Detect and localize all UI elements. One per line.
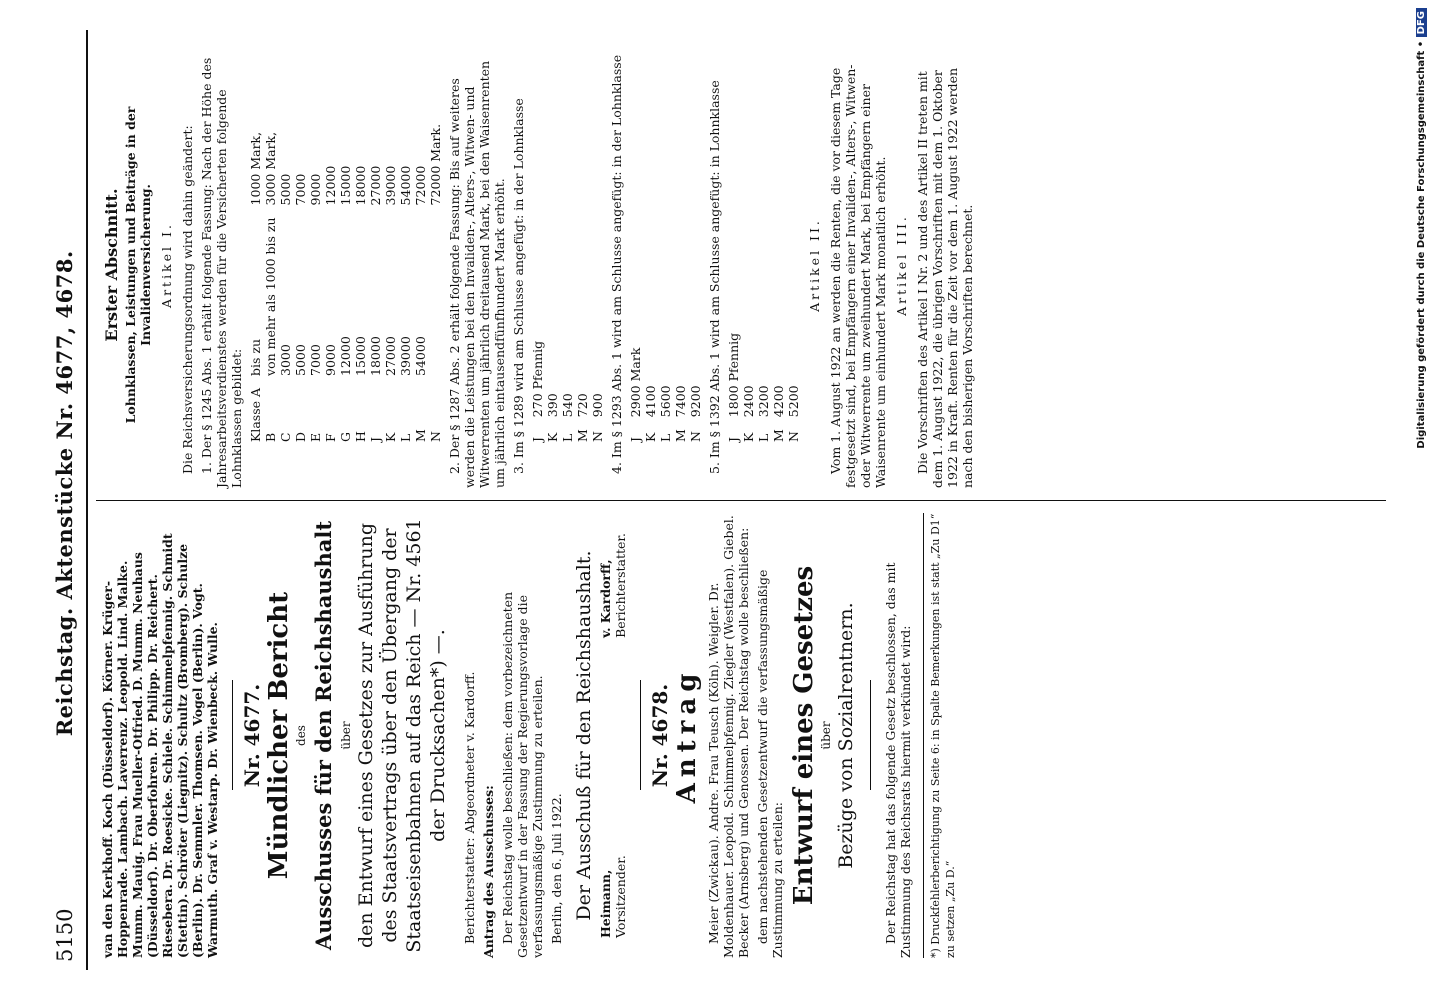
article-1-intro: Die Reichsversicherungsordnung wird dahin geändert: [180,125,195,474]
p3-row [575,335,590,448]
paragraph-1: 1. Der § 1245 Abs. 1 erhält folgende Fassung: Nach der Höhe des Jahresarbeitsverdienstes werden für die Versicherten folgende Lohnklassen gebildet: [199,57,244,488]
p4-cell: L [658,433,673,442]
p4-cell: 7400 [673,385,688,418]
lohnklasse-cell: 27000 [368,165,383,206]
page-number: 5150 [53,908,77,962]
lohnklasse-cell: 5000 [293,344,308,376]
p4-cell: K [643,432,658,442]
signature-reporter: v. Kardorff, [598,559,613,638]
lohnklasse-cell: K [383,432,398,442]
p4-cell: 5600 [658,385,673,418]
antrag-text: Der Reichstag wolle beschließen: dem vorbezeichneten Gesetzentwurf in der Fassung der Regierungsvorlage die verfassungsmäßige Zustimmung zu erteilen. [500,591,545,958]
signature-head: Der Ausschuß für den Reichshaushalt. [573,550,595,921]
entwurf-subject: Bezüge von Sozialrentnern. [835,602,857,869]
p5-cell: N [786,431,801,442]
lohnklasse-cell: 3000 [278,344,293,376]
p3-row [545,335,560,448]
p4-cell: M [673,429,688,442]
p5-cell: 1800 Pfennig [726,332,741,418]
page-title: Reichstag. Aktenstücke Nr. 4677, 4678. [52,250,77,737]
enactment-clause: Der Reichstag hat das folgende Gesetz beschlossen, das mit Zustimmung des Reichsrats hiermit verkündet wird: [883,562,913,958]
paragraph-5: 5. Im § 1392 Abs. 1 wird am Schlusse angefügt: in Lohnklasse [707,80,722,474]
entwurf-title: Entwurf eines Gesetzes [789,565,819,906]
paragraph-3: 3. Im § 1289 wird am Schlusse angefügt: in der Lohnklasse [511,98,526,474]
paragraph-4-table [628,342,703,448]
lohnklasse-cell: 9000 [323,344,338,376]
lohnklasse-cell: M [413,429,428,442]
des-label: des [294,725,308,746]
lohnklasse-row [413,118,428,448]
lohnklasse-row [398,118,413,448]
lohnklasse-cell [428,211,443,382]
p4-row [673,342,688,448]
lohnklasse-cell: G [338,432,353,442]
entwurf-ueber: über [819,721,833,750]
lohnklasse-cell: 12000 [338,336,353,376]
p3-row [530,335,545,448]
p5-row [771,327,786,448]
ueber-label: über [339,721,353,750]
lohnklasse-row [383,118,398,448]
p3-cell: N [590,431,605,442]
lohnklasse-cell: 9000 [308,173,323,206]
p3-cell: M [575,429,590,442]
p4-cell: N [688,431,703,442]
dfg-logo: DFG [1416,8,1427,37]
p4-cell: 4100 [643,385,658,418]
lohnklasse-cell: 3000 Mark, [263,131,278,206]
section-subtitle: Lohnklassen, Leistungen und Beiträge in der Invalidenversicherung. [123,106,153,424]
p5-cell: 2400 [741,385,756,418]
signatures [598,533,628,938]
p3-cell: 720 [575,393,590,418]
lohnklasse-cell: D [293,431,308,442]
lohnklasse-row [323,118,338,448]
article-2-text: Vom 1. August 1922 an werden die Renten, die vor diesem Tage festgesetzt sind, bei Empfängern einer Invaliden-, Alters-, Witwen- oder Witwerrente um zweihundert Mark, bei Empfängern einer Waisenrente um einhundert Mark monatlich erhöht. [828,64,888,488]
p3-cell: 390 [545,393,560,418]
p3-cell: K [545,432,560,442]
lohnklasse-cell: 18000 [353,165,368,206]
p5-cell: K [741,432,756,442]
lohnklasse-row [338,118,353,448]
signature-chair: Heimann, [598,869,613,938]
antrag-title: Antrag [672,667,702,804]
lohnklasse-cell: von mehr als 1000 bis zu [263,217,278,376]
lohnklasse-row [293,118,308,448]
lohnklasse-row [353,118,368,448]
lohnklasse-cell: H [353,431,368,442]
committee-name: Ausschusses für den Reichshaushalt [311,520,336,951]
p4-row [628,342,643,448]
p4-row [688,342,703,448]
lohnklasse-cell: N [428,431,443,442]
paragraph-2: 2. Der § 1287 Abs. 2 erhält folgende Fassung: Bis auf weiteres werden die Leistungen bei den Invaliden-, Alters-, Witwen- und Witwerrenten um jährlich dreitausend Mark, bei den Waisenrenten um jährlich eintausendfünfhundert Mark erhöht. [447,60,507,488]
p5-cell: 5200 [786,385,801,418]
lohnklasse-cell: 54000 [413,336,428,376]
lohnklasse-cell: 39000 [383,165,398,206]
p4-cell: 9200 [688,385,703,418]
lohnklasse-cell: 5000 [278,173,293,206]
p4-row [658,342,673,448]
lohnklasse-cell: 12000 [323,165,338,206]
lohnklasse-row [263,118,278,448]
lohnklasse-row [278,118,293,448]
report-date: Berlin, den 6. Juli 1922. [549,793,564,944]
p3-cell: 540 [560,393,575,418]
report-title: Mündlicher Bericht [264,591,294,880]
p3-row [590,335,605,448]
article-3-heading: Artikel III. [894,214,909,316]
p5-cell: M [771,429,786,442]
lohnklasse-row [428,118,443,448]
lohnklasse-cell: 18000 [368,336,383,376]
article-2-heading: Artikel II. [807,218,822,312]
digitization-sidebar [1416,8,1430,992]
lohnklasse-cell: J [368,436,383,442]
signature-chair-role: Vorsitzender. [613,855,628,938]
page-header [52,30,88,970]
names-intro: van den Kerkhoff. Koch (Düsseldorf). Körner. Krüger-Hoppenrade. Lambach. Laverrenz. Leopold. Lind. Malke. Mumm. Mauig. Frau Mueller-Otfried. D. Mumm. Neuhaus (Düsseldorf). Dr. Oberfohren. Dr. Philipp. Dr. Reichert. Riesebera. Dr. Roesicke. Schiele. Schimmelpfennig. Schmidt (Stettin). Schröter (Liegnitz). Schultz (Bromberg). Schulze (Berlin). Dr. Semmler. Thomsen. Vogel (Berlin). Vogt. Warmuth. Graf v. Westarp. Dr. Wienbeck. Wulle. [100,533,220,958]
p4-row [643,342,658,448]
lohnklasse-cell: 72000 [413,165,428,206]
article-1-heading: Artikel I. [159,222,174,308]
paragraph-3-table [530,335,605,448]
p3-cell: 270 Pfennig [530,340,545,418]
lohnklasse-cell: 15000 [338,165,353,206]
lohnklasse-cell: L [398,433,413,442]
berichterstatter: Berichterstatter: Abgeordneter v. Kardorff. [462,671,477,944]
lohnklasse-row [248,118,263,448]
report-subject: den Entwurf eines Gesetzes zur Ausführung des Staatsvertrags über den Übergang der Staatseisenbahnen auf das Reich — Nr. 4561 der Drucksachen*) —. [355,518,449,953]
antrag-body: dem nachstehenden Gesetzentwurf die verfassungsmäßige Zustimmung zu erteilen: [755,569,785,958]
nr-4678: Nr. 4678. [648,683,672,788]
p5-cell: 3200 [756,385,771,418]
signature-reporter-role: Berichterstatter. [613,533,628,638]
p5-cell: L [756,433,771,442]
p3-cell: J [530,436,545,442]
lohnklasse-cell: 54000 [398,165,413,206]
lohnklasse-cell: 72000 Mark. [428,123,443,206]
lohnklasse-cell: 39000 [398,336,413,376]
p3-row [560,335,575,448]
document-page [52,30,1392,970]
lohnklasse-row [308,118,323,448]
p5-cell: 4200 [771,385,786,418]
lohnklasse-cell: C [278,432,293,442]
lohnklasse-cell: 7000 [293,173,308,206]
lohnklasse-cell: 27000 [383,336,398,376]
nr-4677: Nr. 4677. [240,683,264,788]
lohnklasse-cell: E [308,432,323,442]
lohnklasse-cell: F [323,433,338,442]
footnote: *) Druckfehlerberichtigung zu Seite 6: in Spalte Bemerkungen ist statt „Zu D1“ zu setzen „Zu D.“ [923,513,958,958]
lohnklasse-cell: B [263,432,278,442]
lohnklasse-cell: 15000 [353,336,368,376]
left-column [96,500,1386,970]
p3-cell: 900 [590,393,605,418]
article-3-text: Die Vorschriften des Artikel I Nr. 2 und des Artikel II treten mit dem 1. August 1922, die übrigen Vorschriften mit dem 1. Oktober 1922 in Kraft. Renten für die Zeit vor dem 1. August 1922 werden nach den bisherigen Vorschriften berechnet. [915,67,975,488]
right-column [96,30,1386,500]
lohnklasse-row [368,118,383,448]
p5-row [756,327,771,448]
p5-cell: J [726,436,741,442]
section-title: Erster Abschnitt. [102,188,121,342]
p4-cell: J [628,436,643,442]
lohnklasse-cell: Klasse A [248,387,263,442]
p5-row [726,327,741,448]
p4-cell: 2900 Mark [628,347,643,418]
lohnklasse-cell: 1000 Mark, [248,131,263,206]
p5-row [786,327,801,448]
lohnklassen-table [248,118,443,448]
digitization-credit: Digitalisierung gefördert durch die Deutsche Forschungsgemeinschaft • [1416,40,1427,449]
antrag-label: Antrag des Ausschusses: [481,785,496,958]
paragraph-5-table [726,327,801,448]
lohnklasse-cell: bis zu [248,338,263,376]
antrag-names: Meier (Zwickau). Andre. Frau Teusch (Köln). Weigler. Dr. Moldenhauer. Leopold. Schimmelpfennig. Ziegler (Westfalen). Giebel. Becker (Arnsberg) und Genossen. Der Reichstag wolle beschließen: [706,515,751,958]
paragraph-4: 4. Im § 1293 Abs. 1 wird am Schlusse angefügt: in der Lohnklasse [609,54,624,474]
lohnklasse-cell: 7000 [308,344,323,376]
p3-cell: L [560,433,575,442]
p5-row [741,327,756,448]
